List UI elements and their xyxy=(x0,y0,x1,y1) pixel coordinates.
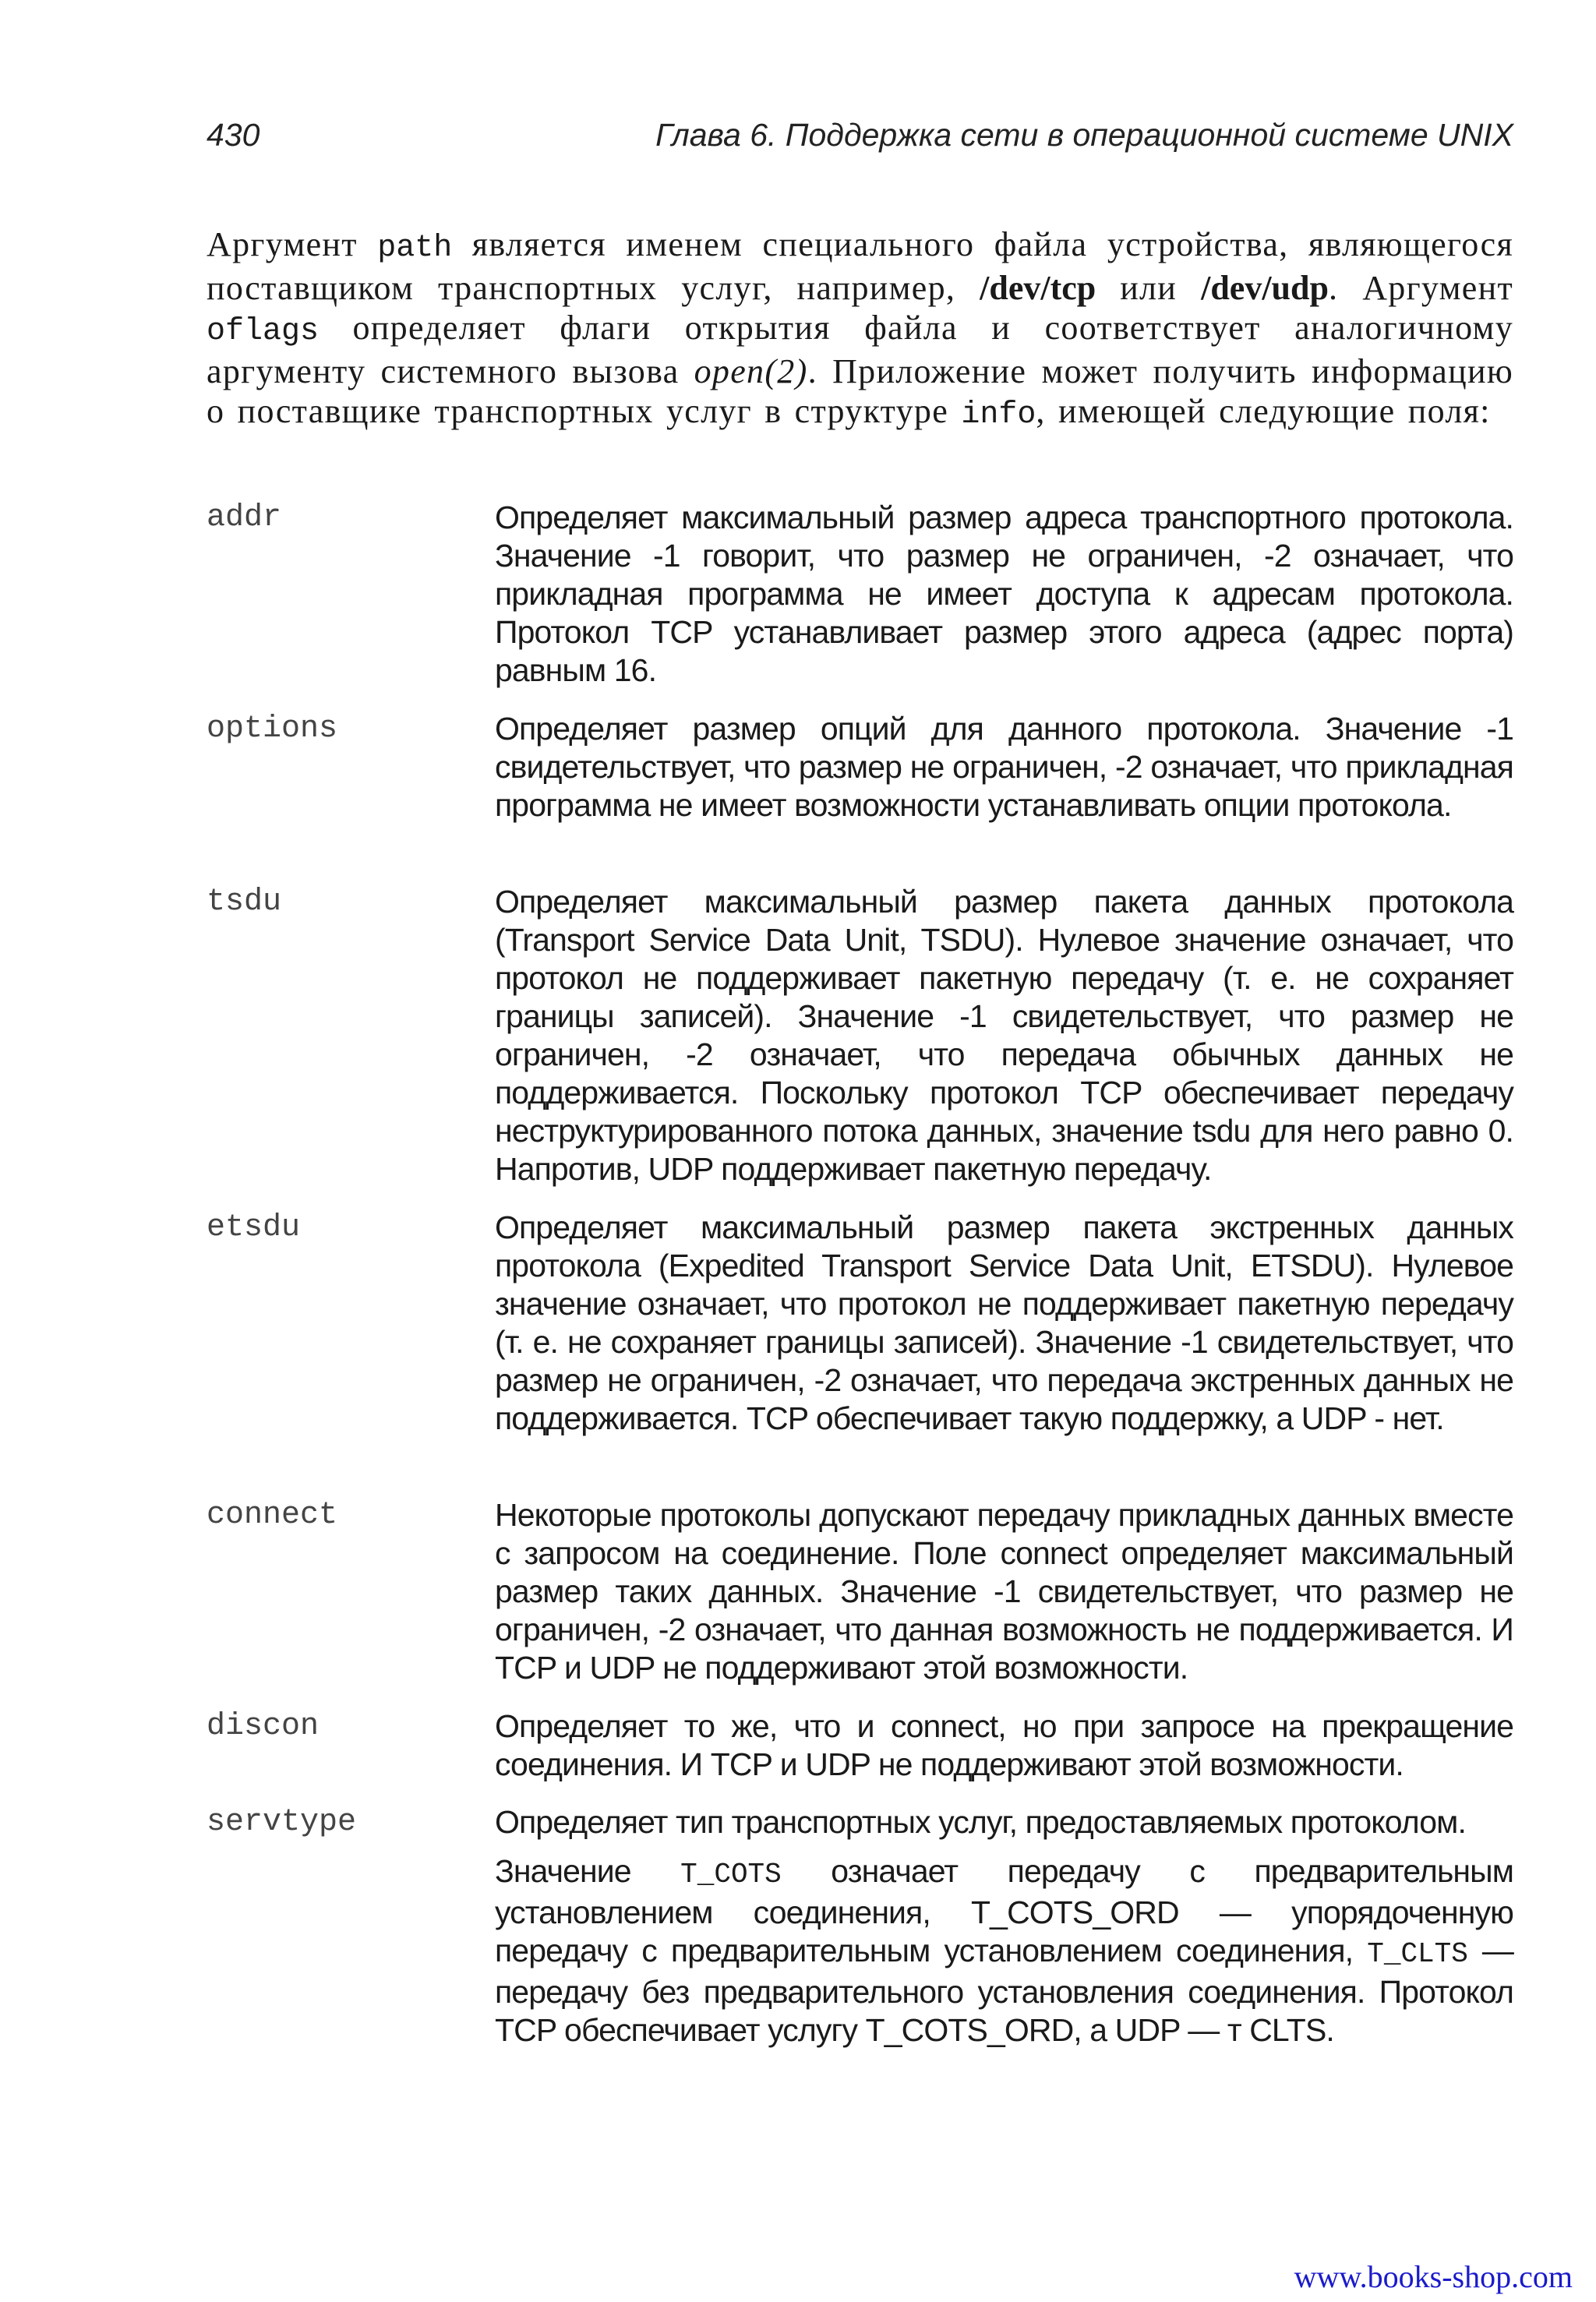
field-discon xyxy=(207,1707,1513,1803)
intro-text: определяет флаги открытия файла и соответствует аналогичному аргументу системного вызова xyxy=(207,309,1513,390)
field-term: addr xyxy=(207,500,282,535)
intro-text: является именем специального файла устройства, являющегося поставщиком транспортных услуг, например, xyxy=(207,225,1513,307)
intro-text: или xyxy=(1096,269,1202,307)
field-description xyxy=(495,1803,1513,2050)
intro-text: . Приложение может получить информацию о поставщике транспортных услуг в структуре xyxy=(207,352,1513,430)
page-header xyxy=(207,117,1513,164)
intro-text: Аргумент xyxy=(207,225,378,263)
field-description: Определяет максимальный размер адреса транспортного протокола. Значение -1 говорит, что размер не ограничен, -2 означает, что прикладная программа не имеет доступа к адресам протокола. Протокол TCP устанавливает размер этого адреса (адрес порта) равным 16. xyxy=(495,500,1513,688)
t-clts-constant: T_CLTS xyxy=(1367,1938,1468,1970)
field-connect xyxy=(207,1496,1513,1707)
servtype-text: Значение xyxy=(495,1853,681,1889)
field-description: Определяет размер опций для данного протокола. Значение -1 свидетельствует, что размер не ограничен, -2 означает, что прикладная программа не имеет возможности устанавливать опции протокола. xyxy=(495,711,1513,823)
dev-tcp-path: /dev/tcp xyxy=(980,269,1096,307)
field-tsdu xyxy=(207,883,1513,1209)
field-term: connect xyxy=(207,1498,338,1533)
field-term: options xyxy=(207,711,338,747)
field-etsdu xyxy=(207,1209,1513,1496)
field-addr xyxy=(207,499,1513,710)
intro-text: . Аргумент xyxy=(1328,269,1513,307)
field-term: etsdu xyxy=(207,1210,301,1245)
servtype-text: означает передачу с предварительным установлением соединения, T_COTS_ORD — упорядоченную передачу с предварительным установлением соединения, xyxy=(495,1853,1513,1968)
open-syscall: open(2) xyxy=(694,352,808,390)
field-definitions xyxy=(207,499,1513,2050)
chapter-title: Глава 6. Поддержка сети в операционной системе UNIX xyxy=(655,117,1513,153)
intro-paragraph xyxy=(207,224,1513,435)
intro-text: , имеющей следующие поля: xyxy=(1036,392,1491,430)
field-options xyxy=(207,710,1513,883)
watermark-link[interactable]: www.books-shop.com xyxy=(1294,2259,1573,2294)
t-cots-constant: T_COTS xyxy=(680,1859,782,1891)
field-term: discon xyxy=(207,1709,320,1744)
field-description: Определяет то же, что и connect, но при запросе на прекращение соединения. И TCP и UDP не поддерживают этой возможности. xyxy=(495,1708,1513,1782)
servtype-text: — передачу без предварительного установления соединения. Протокол TCP обеспечивает услугу T_COTS_ORD, а UDP — т CLTS. xyxy=(495,1933,1514,2048)
servtype-summary: Определяет тип транспортных услуг, предоставляемых протоколом. xyxy=(495,1804,1466,1840)
field-term: tsdu xyxy=(207,884,282,920)
dev-udp-path: /dev/udp xyxy=(1201,269,1329,307)
field-description: Определяет максимальный размер пакета экстренных данных протокола (Expedited Transport Service Data Unit, ETSDU). Нулевое значение означает, что протокол не поддерживает пакетную передачу (т. е. не сохраняет границы записей). Значение -1 свидетельствует, что размер не ограничен, -2 означает, что передача экстренных данных не поддерживается. TCP обеспечивает такую поддержку, а UDP - нет. xyxy=(495,1209,1513,1436)
path-argument: path xyxy=(377,231,453,266)
info-structure: info xyxy=(961,397,1036,433)
field-description: Некоторые протоколы допускают передачу прикладных данных вместе с запросом на соединение. Поле connect определяет максимальный размер таких данных. Значение -1 свидетельствует, что размер не ограничен, -2 означает, что данная возможность не поддерживается. И TCP и UDP не поддерживают этой возможности. xyxy=(495,1497,1513,1686)
oflags-argument: oflags xyxy=(207,314,320,349)
servtype-values xyxy=(495,1852,1513,2050)
field-description: Определяет максимальный размер пакета данных протокола (Transport Service Data Unit, TSDU). Нулевое значение означает, что протокол не поддерживает пакетную передачу (т. е. не сохраняет границы записей). Значение -1 свидетельствует, что размер не ограничен, -2 означает, что передача обычных данных не поддерживается. Поскольку протокол TCP обеспечивает передачу неструктурированного потока данных, значение tsdu для него равно 0. Напротив, UDP поддерживает пакетную передачу. xyxy=(495,884,1513,1187)
field-servtype xyxy=(207,1803,1513,2050)
field-term: servtype xyxy=(207,1805,357,1840)
page-number: 430 xyxy=(207,117,260,153)
